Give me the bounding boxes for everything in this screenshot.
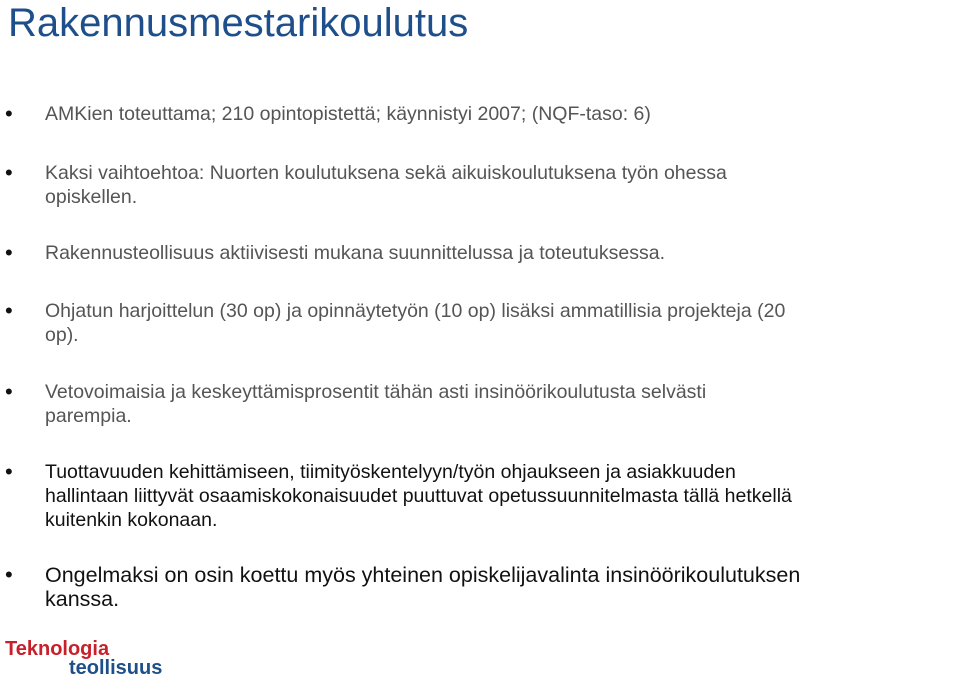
bullet-text: Ohjatun harjoittelun (30 op) ja opinnäytetyön (10 op) lisäksi ammatillisia projekteja (20 op). [45, 300, 786, 346]
bullet-text: Rakennusteollisuus aktiivisesti mukana suunnittelussa ja toteutuksessa. [45, 242, 666, 264]
logo-text-line2: teollisuus [69, 657, 163, 679]
bullet-text: Ongelmaksi on osin koettu myös yhteinen opiskelijavalinta insinöörikoulutuksen kanssa. [45, 563, 801, 611]
bullet-text: Kaksi vaihtoehtoa: Nuorten koulutuksena sekä aikuiskoulutuksena työn ohessa opiskellen. [45, 162, 727, 208]
teknologiateollisuus-logo [5, 638, 185, 680]
slide-title: Rakennusmestarikoulutus [8, 1, 469, 45]
bullet-marker: • [5, 379, 13, 404]
bullet-marker: • [5, 459, 13, 484]
bullet-marker: • [5, 562, 13, 587]
bullet-marker: • [5, 240, 13, 265]
bullet-marker: • [5, 298, 13, 323]
bullet-marker: • [5, 160, 13, 185]
logo-text-line1: Teknologia [5, 638, 110, 660]
bullet-marker: • [5, 101, 13, 126]
bullet-text: Vetovoimaisia ja keskeyttämisprosentit tähän asti insinöörikoulutusta selvästi parempia. [45, 381, 707, 427]
bullet-text: AMKien toteuttama; 210 opintopistettä; käynnistyi 2007; (NQF-taso: 6) [45, 103, 651, 125]
bullet-text: Tuottavuuden kehittämiseen, tiimityöskentelyyn/työn ohjaukseen ja asiakkuuden hallintaan liittyvät osaamiskokonaisuudet puuttuvat opetussuunnitelmasta tällä hetkellä kuitenkin kokonaan. [45, 461, 792, 531]
